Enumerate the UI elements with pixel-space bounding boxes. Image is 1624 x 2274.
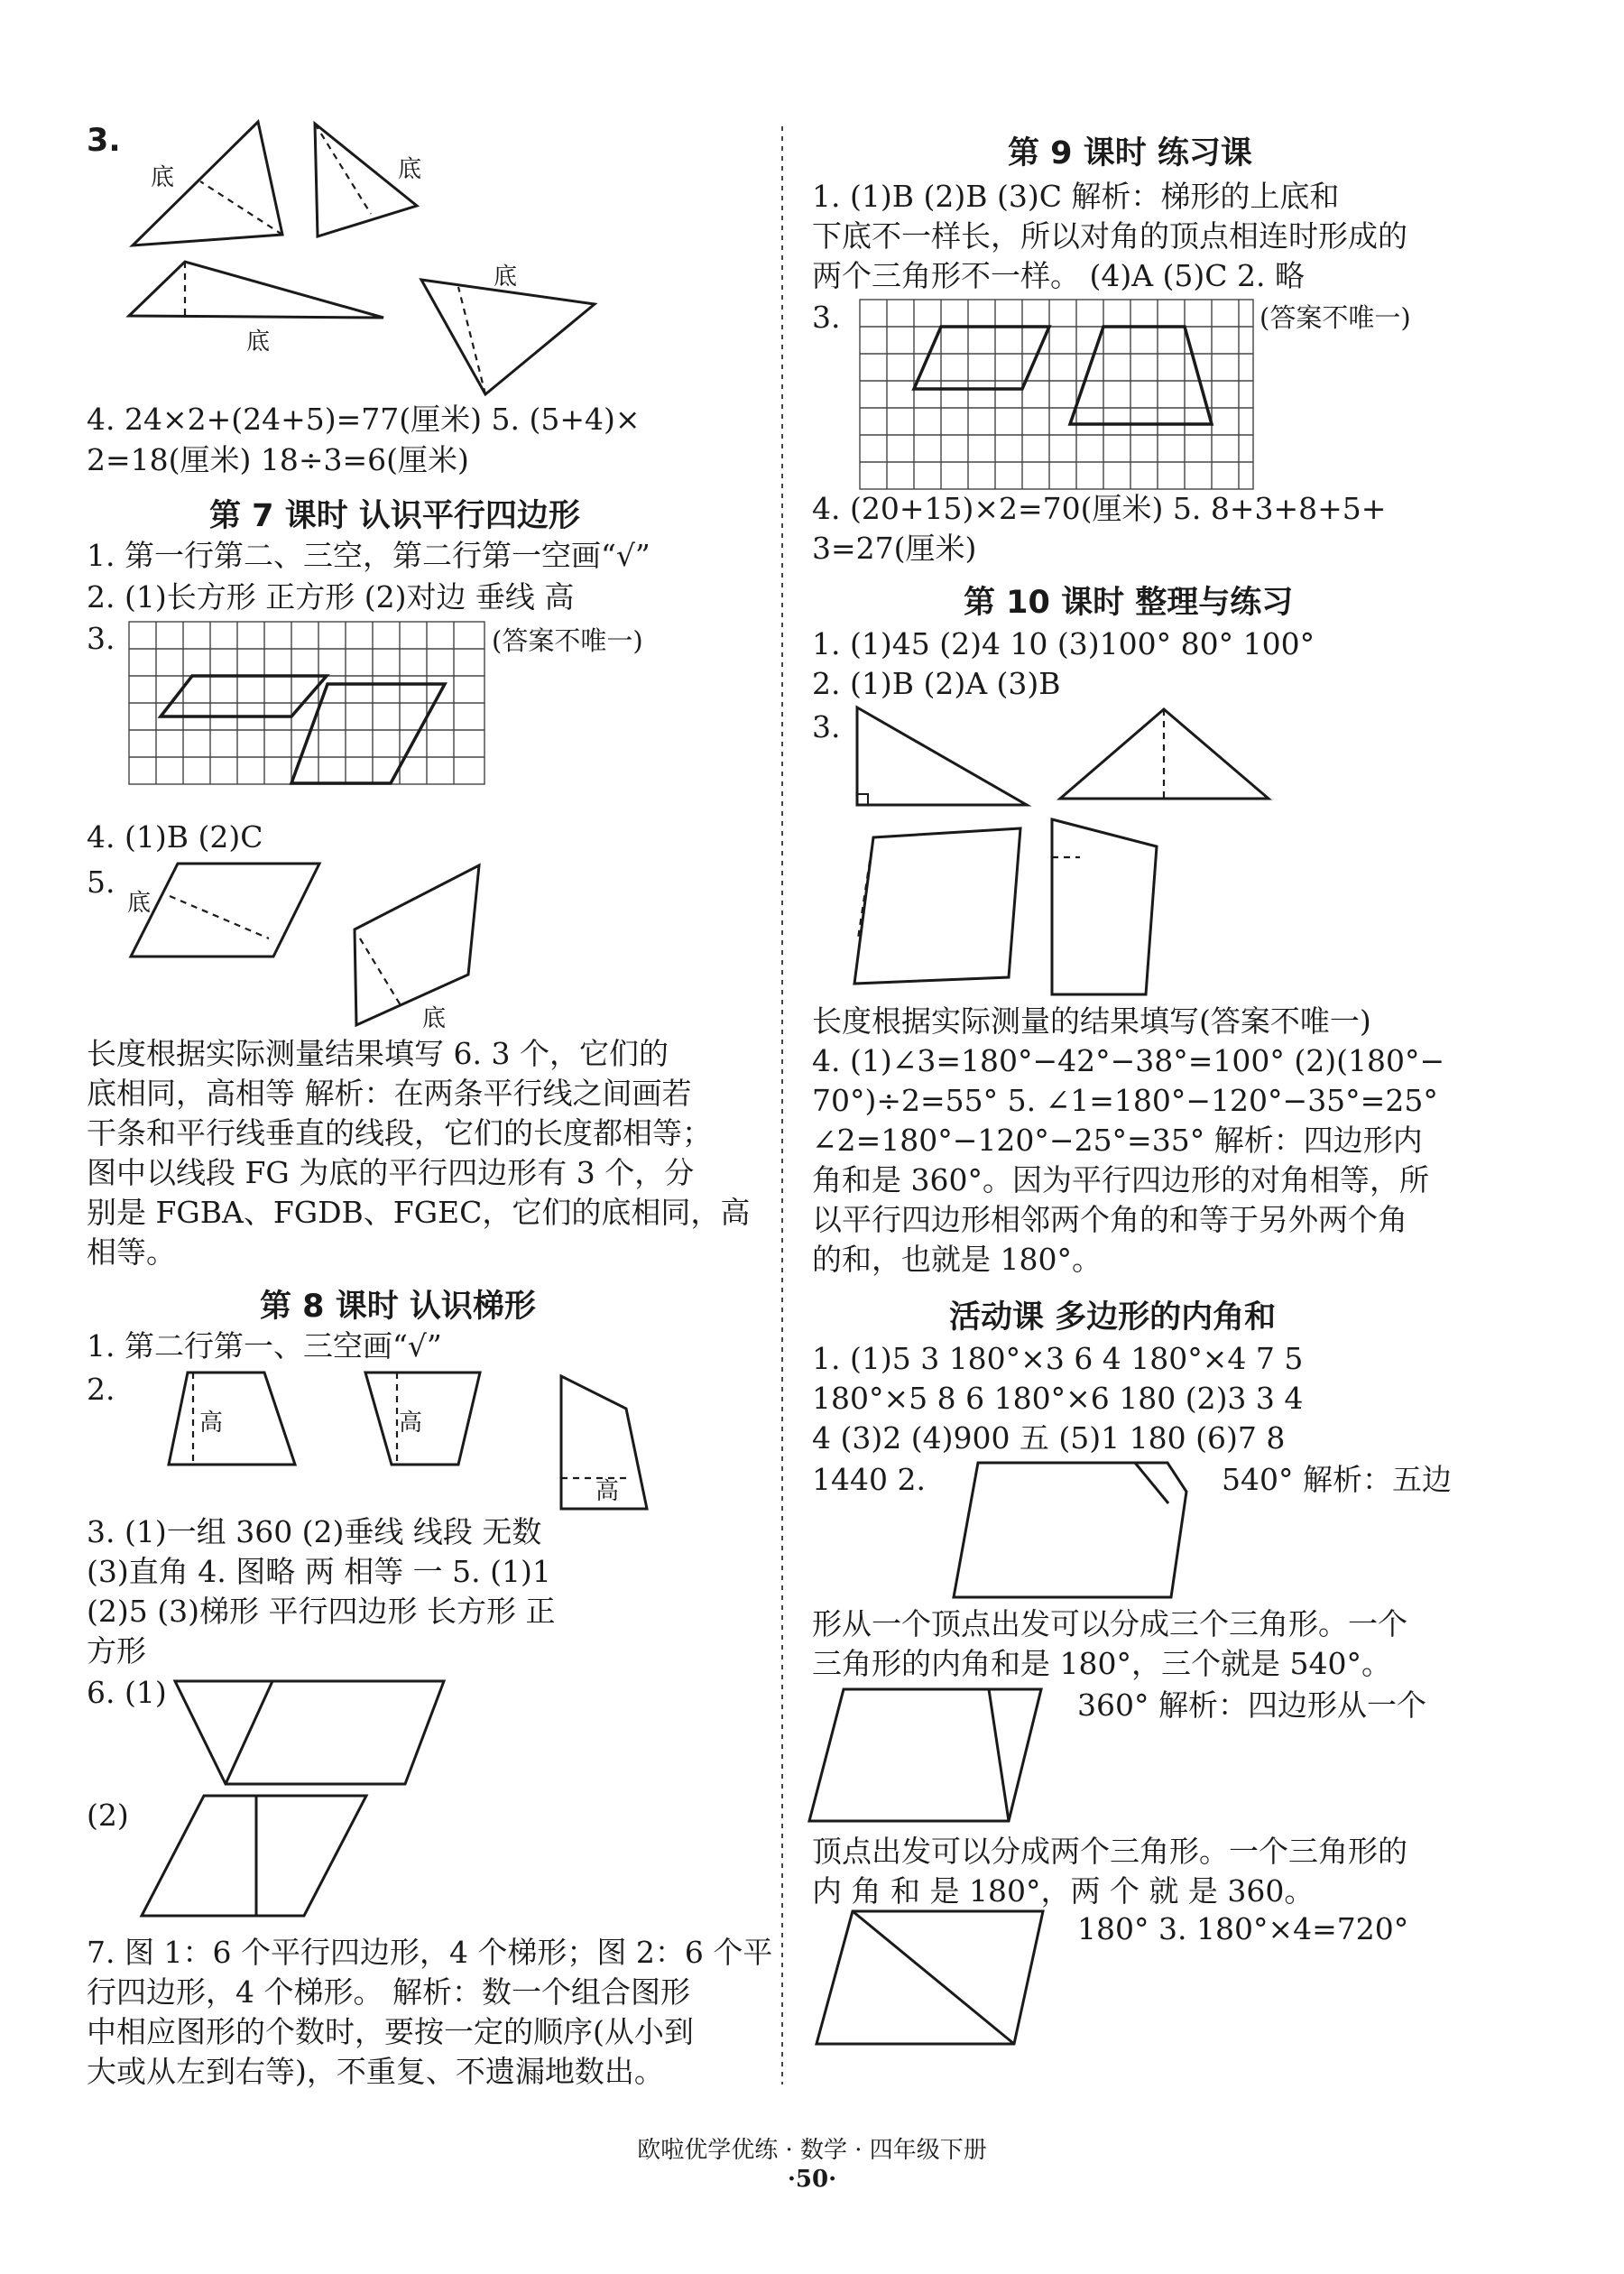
activity-para-3: 顶点出发可以分成两个三角形。一个三角形的 xyxy=(812,1834,1407,1869)
s8-q7-line-1: 7. 图 1：6 个平行四边形，4 个梯形；图 2：6 个平 xyxy=(87,1935,773,1970)
q5-height-2 xyxy=(360,938,401,1005)
activity-line-3: 4 (3)2 (4)900 五 (5)1 180 (6)7 8 xyxy=(812,1420,1286,1456)
s10-trapezoid xyxy=(1052,819,1157,994)
base-label: 底 xyxy=(422,1005,447,1032)
s8-line-4: (3)直角 4. 图略 两 相等 一 5. (1)1 xyxy=(87,1554,551,1589)
s10-para-2: 4. (1)∠3=180°−42°−38°=100° (2)(180°− xyxy=(812,1043,1445,1078)
page-number: ·50· xyxy=(787,2166,837,2193)
activity-figures xyxy=(809,1463,1186,2044)
trapezoid-1 xyxy=(169,1373,295,1465)
base-label: 底 xyxy=(494,263,518,291)
s7-grid xyxy=(129,622,484,784)
activity-540: 540° 解析：五边 xyxy=(1222,1462,1452,1497)
q5-parallelogram-1 xyxy=(131,864,319,957)
s8-line-1: 1. 第二行第一、三空画“√” xyxy=(87,1328,442,1363)
triangle-1-height xyxy=(200,181,282,235)
grid-parallelogram xyxy=(914,327,1049,389)
grid-trapezoid xyxy=(1070,327,1212,424)
s9-q3-number: 3. xyxy=(812,300,841,335)
s10-q3-number: 3. xyxy=(812,709,841,744)
trapezoid-2 xyxy=(365,1373,480,1465)
s10-para-4: ∠2=180°−120°−25°=35° 解析：四边形内 xyxy=(812,1123,1423,1158)
s7-line-1: 1. 第一行第二、三空，第二行第一空画“√” xyxy=(87,538,651,573)
s8-line-5: (2)5 (3)梯形 平行四边形 长方形 正 xyxy=(87,1594,556,1629)
s8-q7-line-3: 中相应图形的个数时，要按一定的顺序(从小到 xyxy=(87,2014,694,2049)
s10-para-3: 70°)÷2=55° 5. ∠1=180°−120°−35°=25° xyxy=(812,1083,1438,1118)
left-q4-line: 4. 24×2+(24+5)=77(厘米) 5. (5+4)× xyxy=(87,402,641,437)
base-label: 底 xyxy=(127,890,152,917)
height-label: 高 xyxy=(199,1410,224,1437)
q5-parallelogram-2 xyxy=(355,865,479,1025)
s7-para-1: 长度根据实际测量结果填写 6. 3 个，它们的 xyxy=(87,1036,669,1071)
base-label: 底 xyxy=(246,328,271,356)
s10-para-7: 的和，也就是 180°。 xyxy=(812,1242,1102,1277)
s9-line-3: 两个三角形不一样。 (4)A (5)C 2. 略 xyxy=(812,258,1306,293)
activity-line-2: 180°×5 8 6 180°×6 180 (2)3 3 4 xyxy=(812,1381,1304,1416)
s8-q6-part2: (2) xyxy=(87,1798,129,1833)
height-label: 高 xyxy=(595,1478,620,1505)
parallelogram-2 xyxy=(291,684,445,783)
s10-parallelogram xyxy=(854,828,1020,984)
s7-q3-number: 3. xyxy=(87,621,115,656)
s9-line-1: 1. (1)B (2)B (3)C 解析：梯形的上底和 xyxy=(812,179,1340,214)
s10-para-5: 角和是 360°。因为平行四边形的对角相等，所 xyxy=(812,1162,1429,1197)
s8-q2-figures xyxy=(169,1373,647,1509)
base-label: 底 xyxy=(398,156,422,183)
triangle-4 xyxy=(421,280,595,394)
s9-grid xyxy=(860,300,1253,489)
s8-line-6: 方形 xyxy=(87,1633,146,1669)
activity-line-1: 1. (1)5 3 180°×3 6 4 180°×4 7 5 xyxy=(812,1341,1304,1376)
q6-figure-1 xyxy=(175,1681,444,1784)
quad-figure-2 xyxy=(817,1911,1043,2044)
parallelogram-1 xyxy=(161,676,327,716)
section-10-title: 第 10 课时 整理与练习 xyxy=(964,585,1294,621)
base-label: 底 xyxy=(151,164,175,191)
s8-line-3: 3. (1)一组 360 (2)垂线 线段 无数 xyxy=(87,1514,542,1549)
s7-para-3: 干条和平行线垂直的线段，它们的长度都相等； xyxy=(87,1115,712,1151)
height-label: 高 xyxy=(399,1410,423,1437)
s10-para-1: 长度根据实际测量的结果填写(答案不唯一) xyxy=(812,1003,1371,1039)
s9-q4-line-1: 4. (20+15)×2=70(厘米) 5. 8+3+8+5+ xyxy=(812,491,1387,526)
s9-q3-note: (答案不唯一) xyxy=(1260,302,1411,333)
s8-q6-figures xyxy=(142,1681,444,1916)
s7-q4-line: 4. (1)B (2)C xyxy=(87,819,263,855)
activity-1440: 1440 2. xyxy=(812,1462,926,1497)
s10-line-1: 1. (1)45 (2)4 10 (3)100° 80° 100° xyxy=(812,626,1315,661)
section-7-title: 第 7 课时 认识平行四边形 xyxy=(209,498,580,534)
s9-line-2: 下底不一样长，所以对角的顶点相连时形成的 xyxy=(812,218,1407,254)
s10-line-2: 2. (1)B (2)A (3)B xyxy=(812,666,1061,701)
triangle-3 xyxy=(129,262,383,318)
s8-q7-line-4: 大或从左到右等)，不重复、不遗漏地数出。 xyxy=(87,2054,664,2089)
triangle-2-height xyxy=(315,124,371,214)
s7-para-6: 相等。 xyxy=(87,1234,176,1270)
s7-para-5: 别是 FGBA、FGDB、FGEC，它们的底相同，高 xyxy=(87,1195,751,1230)
q5-height-1 xyxy=(170,896,269,938)
activity-last: 180° 3. 180°×4=720° xyxy=(1077,1911,1409,1946)
activity-title: 活动课 多边形的内角和 xyxy=(949,1299,1277,1336)
s7-line-2: 2. (1)长方形 正方形 (2)对边 垂线 高 xyxy=(87,579,575,615)
activity-360: 360° 解析：四边形从一个 xyxy=(1077,1687,1426,1723)
triangle-4-height xyxy=(458,287,485,394)
s9-q4-line-2: 3=27(厘米) xyxy=(812,531,977,566)
s7-para-4: 图中以线段 FG 为底的平行四边形有 3 个，分 xyxy=(87,1155,695,1190)
left-q3-triangles xyxy=(129,122,595,394)
activity-para-4: 内 角 和 是 180°，两 个 就 是 360。 xyxy=(812,1873,1315,1909)
s10-para-6: 以平行四边形相邻两个角的和等于另外两个角 xyxy=(812,1202,1407,1237)
footer-book-title: 欧啦优学优练 · 数学 · 四年级下册 xyxy=(637,2137,987,2164)
section-8-title: 第 8 课时 认识梯形 xyxy=(260,1289,536,1325)
activity-para-2: 三角形的内角和是 180°，三个就是 540°。 xyxy=(812,1646,1391,1681)
s7-q5-number: 5. xyxy=(87,864,115,900)
left-q3-number: 3. xyxy=(87,123,121,159)
section-9-title: 第 9 课时 练习课 xyxy=(1008,135,1252,171)
left-q5-line: 2=18(厘米) 18÷3=6(厘米) xyxy=(87,442,469,477)
s8-q2-number: 2. xyxy=(87,1372,115,1407)
s8-q7-line-2: 行四边形，4 个梯形。 解析：数一个组合图形 xyxy=(87,1974,690,2010)
q6-figure-2 xyxy=(142,1796,366,1916)
s7-para-2: 底相同，高相等 解析：在两条平行线之间画若 xyxy=(87,1076,692,1111)
s7-q3-note: (答案不唯一) xyxy=(492,625,643,656)
activity-para-1: 形从一个顶点出发可以分成三个三角形。一个 xyxy=(812,1606,1407,1641)
s8-q6-number: 6. (1) xyxy=(87,1675,167,1710)
s10-triangle-1 xyxy=(857,707,1027,805)
s10-q3-figures xyxy=(854,707,1269,994)
